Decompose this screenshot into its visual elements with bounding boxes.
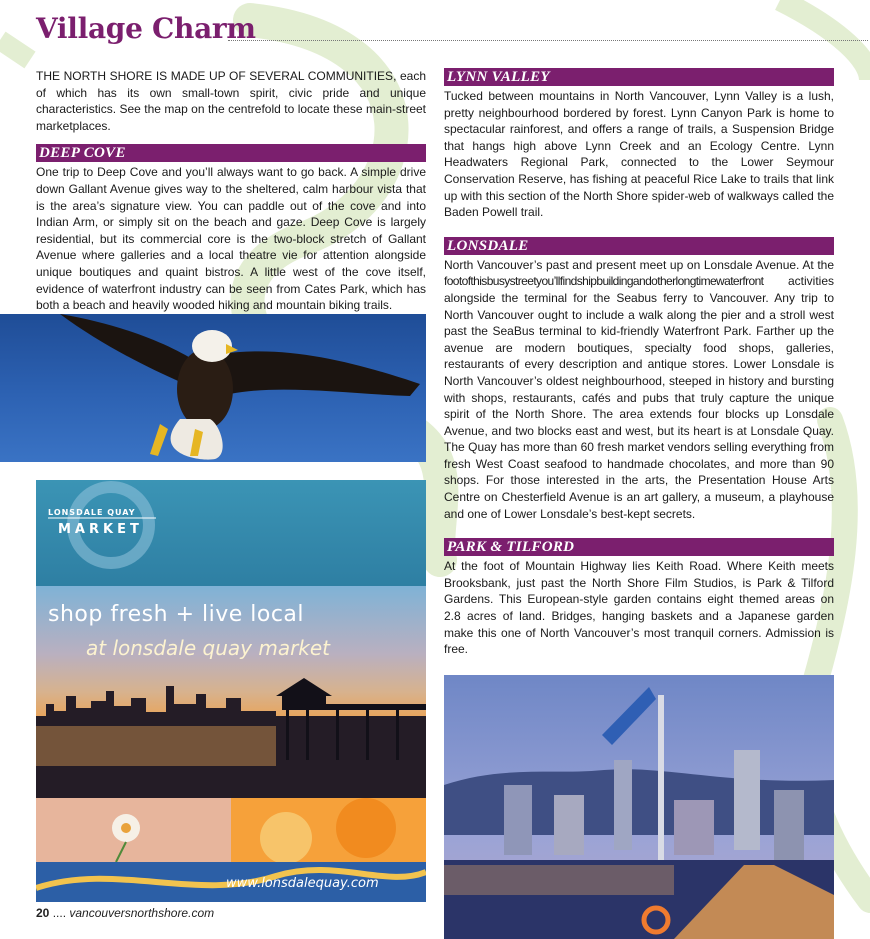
lonsdale-text-line-1: North Vancouver’s past and present meet up on Lonsdale Avenue. At the — [444, 257, 834, 272]
intro-paragraph: THE NORTH SHORE IS MADE UP OF SEVERAL COMMUNITIES, each of which has its own small-town spirit, civic pride and unique characteristics. See the map on the centrefold to locate these main-street marketplaces. — [36, 69, 426, 133]
ad-logo-small: LONSDALE QUAY — [48, 508, 136, 517]
section-heading-lonsdale: LONSDALE — [444, 237, 834, 255]
ad-subline: at lonsdale quay market — [86, 636, 331, 660]
park-tilford-text: At the foot of Mountain Highway lies Keith Road. Where Keith meets Brooksbank, just past the North Shore Film Studios, is Park & Tilford Gardens. This European-style garden contains eight themed areas on 2.8 acres of land. Bridges, hanging baskets and a Japanese garden make this one of North Vancouver’s most tranquil corners. Admission is free. — [444, 559, 834, 657]
section-heading-lynn-valley: LYNN VALLEY — [444, 68, 834, 86]
lonsdale-text — [444, 257, 834, 523]
title-rule — [228, 40, 868, 41]
page-title: Village Charm — [36, 12, 256, 45]
page-footer: 20 .... vancouversnorthshore.com — [36, 906, 215, 920]
lonsdale-text-rest: activities alongside the terminal for the Seabus ferry to Vancouver. Any trip to North Vancouver ought to include a walk along the pier and a stroll west past the SeaBus terminal to kid-friendly Waterfront Park. Farther up the avenue are modern boutiques, specialty food shops, galleries, restaurants of every description and antique stores. Lower Lonsdale is North Vancouver’s oldest neighbourhood, steeped in history and bursting with shops, restaurants, cafés and pubs that truly capture the unique spirit of the North Shore. The area extends four blocks up Lonsdale Avenue, and two blocks east and west, but its heart is at Lonsdale Quay. The Quay has more than 60 fresh market vendors selling everything from fresh West Coast seafood to handmade chocolates, and more than 90 shops. For those interested in the arts, the Presentation House Arts Centre on Chesterfield Avenue is an art gallery, a museum, a playhouse and one of Lower Lonsdale’s best-kept secrets. — [444, 274, 834, 521]
right-column — [444, 68, 834, 658]
ad-logo-big: MARKET — [58, 522, 143, 537]
deep-cove-text: One trip to Deep Cove and you’ll always want to go back. A simple drive down Gallant Avenue gives way to the sheltered, calm harbour vista that is the area’s signature view. You can paddle out of the cove and into Indian Arm, or simply sit on the beach and gaze. Deep Cove is largely residential, but its commercial core is the two-block stretch of Gallant Avenue where galleries and a local theatre vie for attention alongside unique boutiques and quaint bistros. A little west of the cove itself, evidence of waterfront industry can be seen from Cates Park, which has both a beach and heavily wooded hiking and mountain biking trails. — [36, 165, 426, 313]
waterfront-skyline-illustration — [444, 675, 834, 939]
footer-site[interactable]: vancouversnorthshore.com — [69, 906, 215, 920]
ad-headline: shop fresh + live local — [48, 602, 305, 627]
ad-url[interactable]: www.lonsdalequay.com — [226, 876, 379, 891]
lynn-valley-text: Tucked between mountains in North Vancouver, Lynn Valley is a lush, pretty neighbourhood bordered by forest. Lynn Canyon Park is home to spectacular rainforest, and offers a range of trails, a Suspension Bridge that hangs high above Lynn Creek and an Ecology Centre. Lynn Headwaters Regional Park, connected to the Lower Seymour Conservation Reserve, has fishing at peaceful Rice Lake to trails that link up with this section of the North Shore spider-web of walkways called the Baden Powell trail. — [444, 89, 834, 220]
eagle-photo — [0, 314, 426, 462]
waterfront-city-photo — [444, 675, 834, 939]
lonsdale-text-line-2: footofthisbusystreetyou’llfindshipbuildingandotherlongtimewaterfront — [444, 274, 764, 289]
page-number: 20 — [36, 906, 50, 920]
bald-eagle-illustration — [0, 314, 426, 462]
lonsdale-quay-advertisement — [36, 480, 426, 902]
left-column — [36, 68, 426, 314]
section-heading-deep-cove: DEEP COVE — [36, 144, 426, 162]
section-heading-park-tilford: PARK & TILFORD — [444, 538, 834, 556]
